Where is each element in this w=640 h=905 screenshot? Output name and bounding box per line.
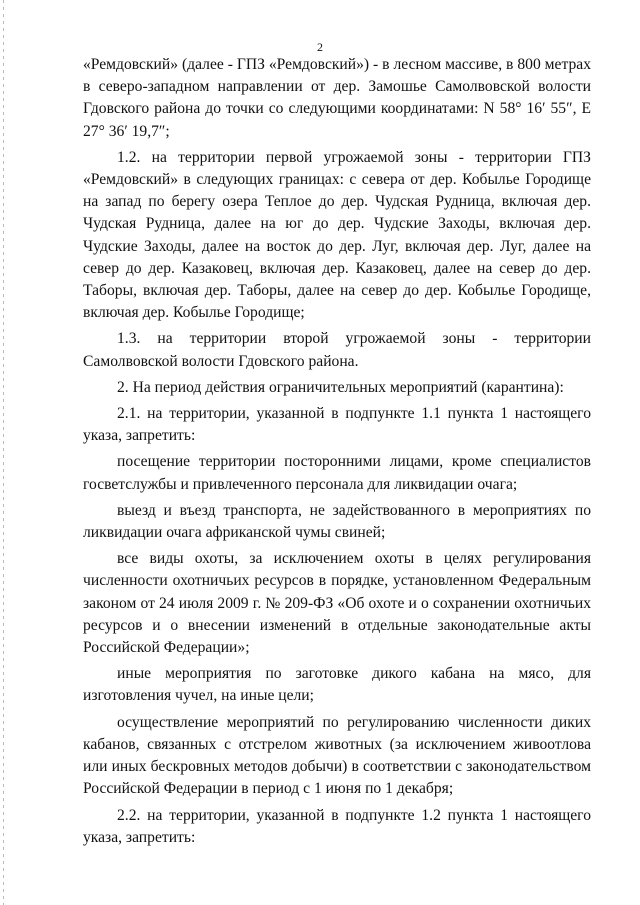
paragraph-2-1: 2.1. на территории, указанной в подпункте 1.1 пункта 1 настоящего указа, запретить: xyxy=(83,405,591,445)
paragraph-1-2: 1.2. на территории первой угрожаемой зоны - территории ГПЗ «Ремдовский» в следующих границах: с севера от дер. Кобылье Городище на запад по берегу озера Теплое до дер. Чудская Рудница, включая дер. Чудская Рудница, далее на юг до дер. Чудские Заходы, включая дер. Чудские Заходы, далее на восток до дер. Луг, включая дер. Луг, далее на север до дер. Казаковец, включая дер. Казаковец, далее на север до дер. Таборы, включая дер. Таборы, далее на север до дер. Кобылье Городище, включая дер. Кобылье Городище; xyxy=(83,148,591,322)
scan-edge-line xyxy=(3,0,4,905)
paragraph-continuation: «Ремдовский» (далее - ГПЗ «Ремдовский») - в лесном массиве, в 800 метрах в северо-западном направлении от дер. Замошье Самолвовской волости Гдовского района до точки со следующими координатами: N 58° 16′ 55″, E 27° 36′ 19,7″; xyxy=(83,56,591,140)
document-body xyxy=(83,54,591,849)
paragraph-ban-transport: выезд и въезд транспорта, не задействованного в мероприятиях по ликвидации очага африканской чумы свиней; xyxy=(83,501,591,542)
paragraph-1-3: 1.3. на территории второй угрожаемой зоны - территории Самолвовской волости Гдовского района. xyxy=(83,330,591,370)
paragraph-ban-hunting: все виды охоты, за исключением охоты в целях регулирования численности охотничьих ресурсов в порядке, установленном Федеральным законом от 24 июля 2009 г. № 209-ФЗ «Об охоте и о сохранении охотничьих ресурсов и о внесении изменений в отдельные законодательные акты Российской Федерации»; xyxy=(83,550,591,657)
page-number: 2 xyxy=(317,40,323,54)
paragraph-2: 2. На период действия ограничительных мероприятий (карантина): xyxy=(117,378,564,396)
paragraph-ban-visit: посещение территории посторонними лицами, кроме специалистов госветслужбы и привлеченного персонала для ликвидации очага; xyxy=(83,453,591,493)
paragraph-ban-harvest: иные мероприятия по заготовке дикого кабана на мясо, для изготовления чучел, на иные цели; xyxy=(83,665,591,705)
paragraph-ban-culling: осуществление мероприятий по регулированию численности диких кабанов, связанных с отстрелом животных (за исключением живоотлова или иных бескровных методов добычи) в соответствии с законодательством Российской Федерации в период с 1 июня по 1 декабря; xyxy=(83,713,591,798)
paragraph-2-2: 2.2. на территории, указанной в подпункте 1.2 пункта 1 настоящего указа, запретить: xyxy=(83,806,591,846)
